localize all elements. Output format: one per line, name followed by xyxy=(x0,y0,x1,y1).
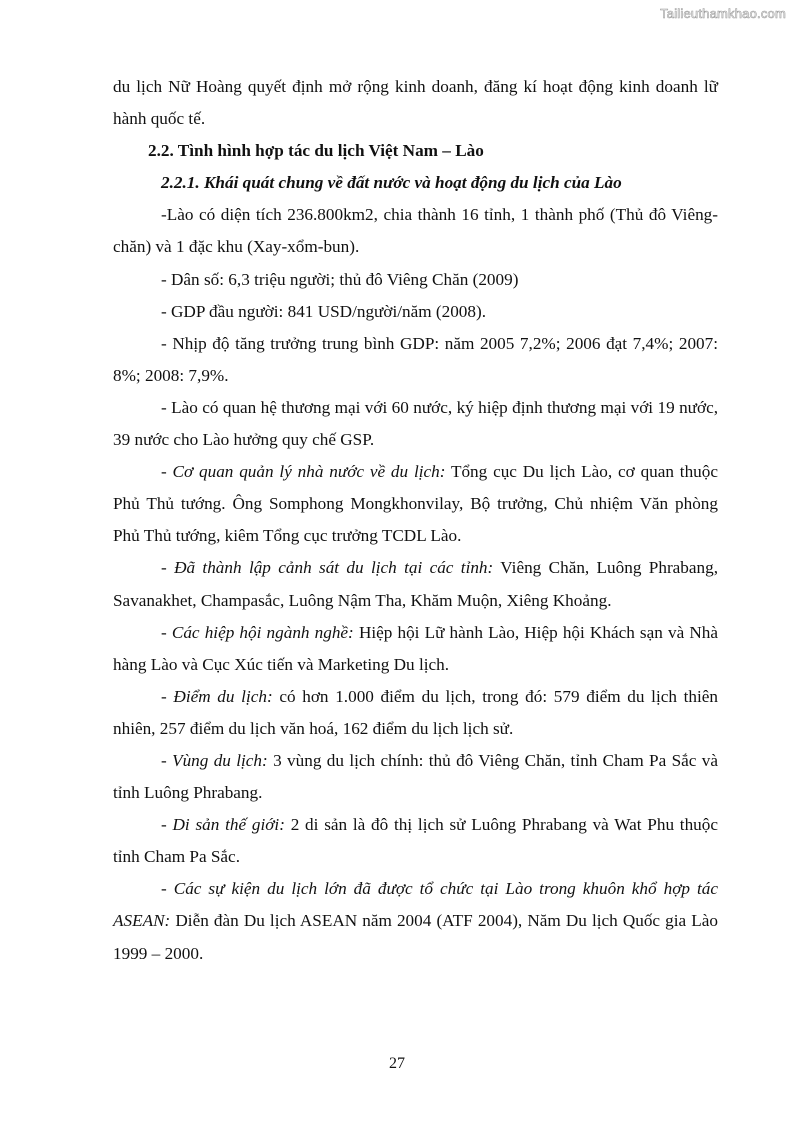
subsection-heading: 2.2.1. Khái quát chung về đất nước và hoạt động du lịch của Lào xyxy=(161,173,622,193)
page-body xyxy=(113,71,718,970)
paragraph-text: Diễn đàn Du lịch ASEAN năm 2004 (ATF 2004), Năm Du lịch Quốc gia Lào 1999 – 2000. xyxy=(113,911,718,963)
paragraph xyxy=(113,328,718,392)
paragraph-text: 3 vùng du lịch chính: thủ đô Viêng Chăn, tỉnh Cham Pa Sắc và tỉnh Luông Phrabang. xyxy=(113,750,718,803)
paragraph xyxy=(113,552,718,616)
paragraph xyxy=(113,681,718,745)
section-heading: 2.2. Tình hình hợp tác du lịch Việt Nam – Lào xyxy=(148,141,484,161)
paragraph xyxy=(113,296,718,328)
paragraph xyxy=(113,873,718,969)
paragraph-list xyxy=(113,199,718,969)
paragraph xyxy=(113,809,718,873)
paragraph xyxy=(113,745,718,809)
paragraph-lead: - Di sản thế giới: xyxy=(161,815,285,835)
paragraph-text: Viêng Chăn, Luông Phrabang, Savanakhet, Champasắc, Luông Nậm Tha, Khăm Muộn, Xiêng Khoảng. xyxy=(113,558,718,610)
paragraph-text: - Nhịp độ tăng trưởng trung bình GDP: năm 2005 7,2%; 2006 đạt 7,4%; 2007: 8%; 2008: 7,9%. xyxy=(113,333,718,385)
intro-paragraph: du lịch Nữ Hoàng quyết định mở rộng kinh doanh, đăng kí hoạt động kinh doanh lữ hành quốc tế. xyxy=(113,77,718,129)
paragraph-text: - GDP đầu người: 841 USD/người/năm (2008). xyxy=(161,301,487,321)
paragraph xyxy=(113,264,718,296)
paragraph xyxy=(113,617,718,681)
paragraph-text: - Lào có quan hệ thương mại với 60 nước, ký hiệp định thương mại với 19 nước, 39 nước cho Lào hưởng quy chế GSP. xyxy=(113,397,718,450)
paragraph-lead: - Các hiệp hội ngành nghề: xyxy=(161,622,354,642)
paragraph-text: 2 di sản là đô thị lịch sử Luông Phrabang và Wat Phu thuộc tỉnh Cham Pa Sắc. xyxy=(113,815,718,867)
watermark: Tailieuthamkhao.com xyxy=(660,6,786,21)
paragraph-text: - Dân số: 6,3 triệu người; thủ đô Viêng Chăn (2009) xyxy=(161,269,519,289)
paragraph-lead: - Điểm du lịch: xyxy=(161,686,273,706)
paragraph-text: Tổng cục Du lịch Lào, cơ quan thuộc Phủ Thủ tướng. Ông Somphong Mongkhonvilay, Bộ trưởng, Chủ nhiệm Văn phòng Phủ Thủ tướng, kiêm Tổng cục trưởng TCDL Lào. xyxy=(113,462,718,546)
paragraph xyxy=(113,456,718,552)
paragraph-lead: - Các sự kiện du lịch lớn đã được tổ chức tại Lào trong khuôn khổ hợp tác ASEAN: xyxy=(113,879,718,931)
paragraph-lead: - Cơ quan quản lý nhà nước về du lịch: xyxy=(161,462,446,482)
paragraph-text: có hơn 1.000 điểm du lịch, trong đó: 579 điểm du lịch thiên nhiên, 257 điểm du lịch văn hoá, 162 điểm du lịch lịch sử. xyxy=(113,686,718,738)
page-number: 27 xyxy=(389,1055,405,1072)
paragraph-text: Hiệp hội Lữ hành Lào, Hiệp hội Khách sạn và Nhà hàng Lào và Cục Xúc tiến và Marketing Du lịch. xyxy=(113,622,718,674)
paragraph xyxy=(113,199,718,263)
paragraph-lead: - Vùng du lịch: xyxy=(161,750,268,770)
paragraph xyxy=(113,392,718,456)
paragraph-text: -Lào có diện tích 236.800km2, chia thành 16 tỉnh, 1 thành phố (Thủ đô Viêng-chăn) và 1 đặc khu (Xay-xổm-bun). xyxy=(113,205,718,257)
paragraph-lead: - Đã thành lập cảnh sát du lịch tại các tỉnh: xyxy=(161,558,494,578)
